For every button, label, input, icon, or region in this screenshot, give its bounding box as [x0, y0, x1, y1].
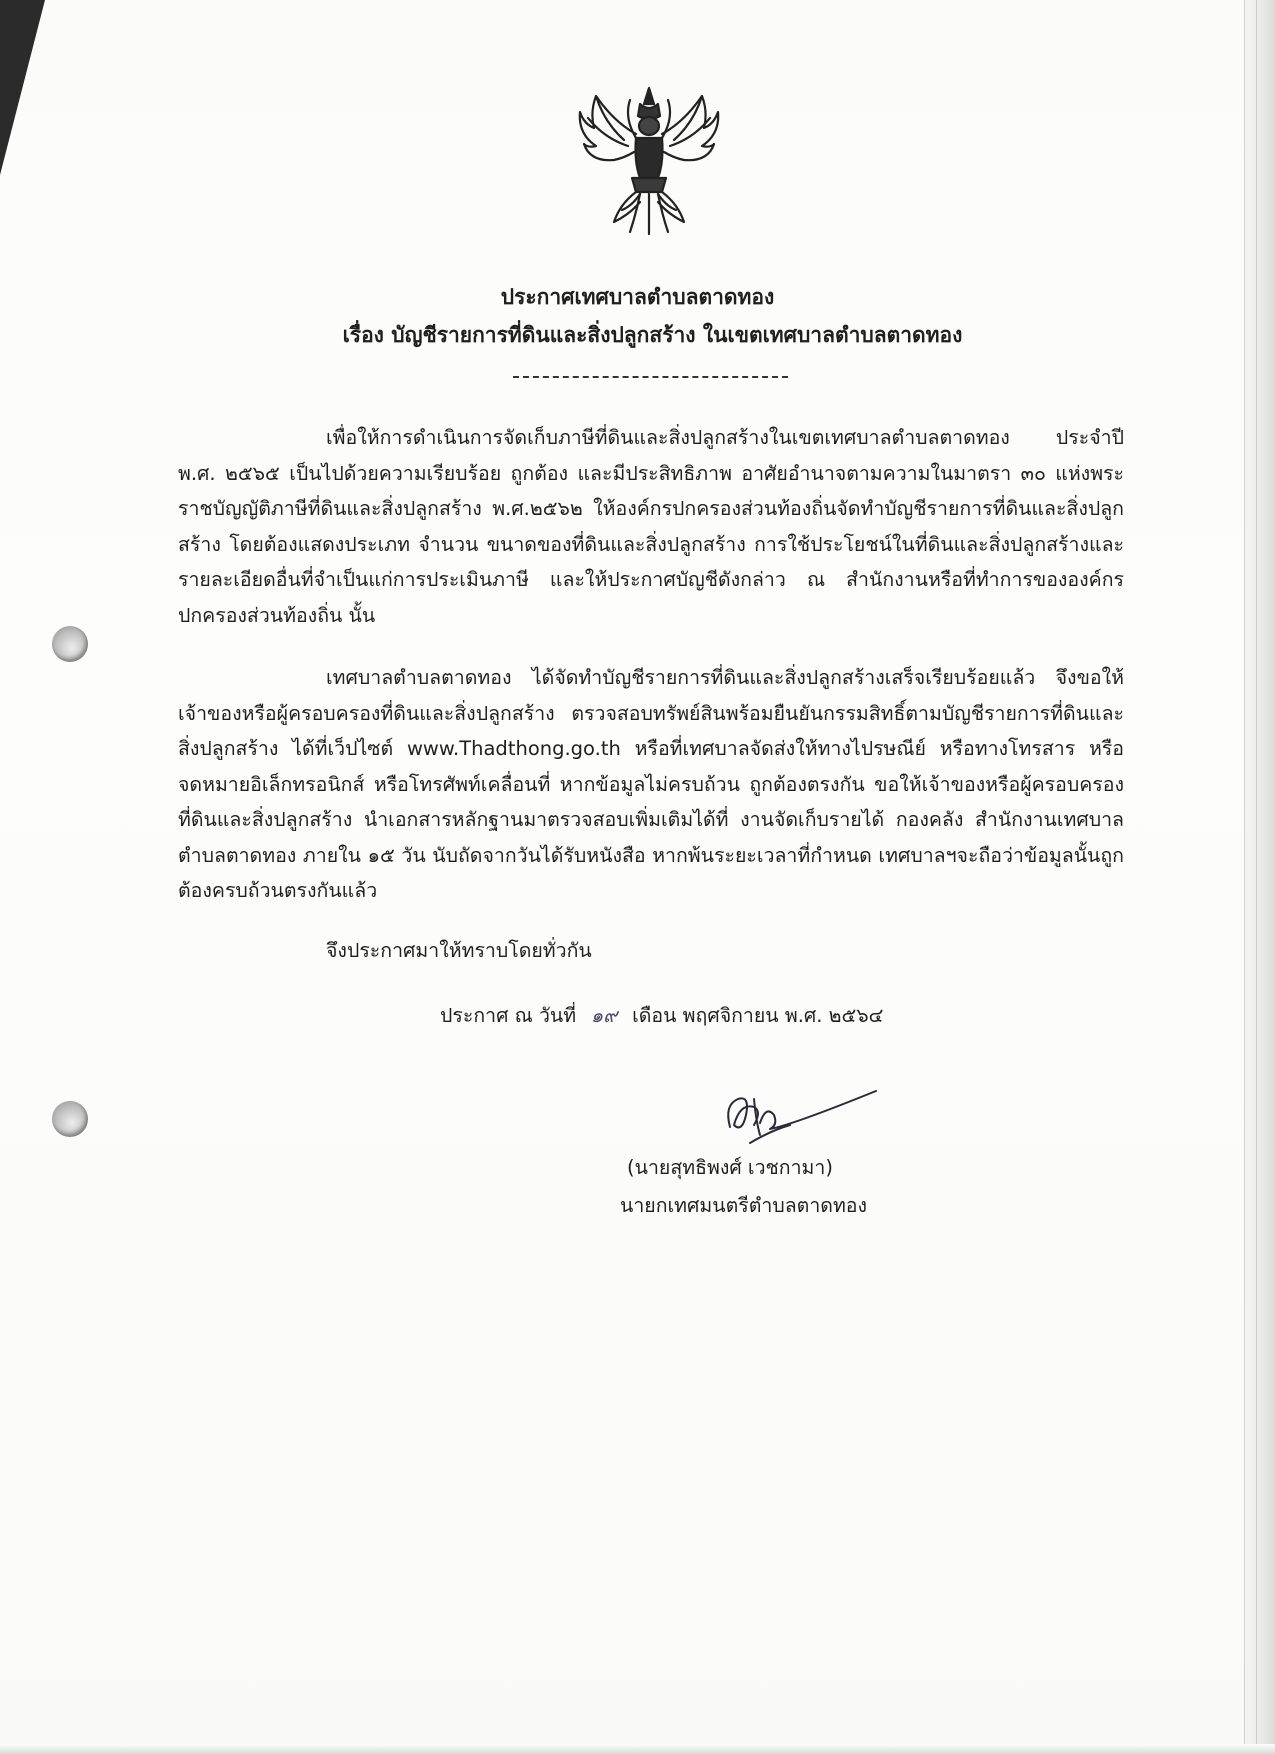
folded-corner — [0, 0, 45, 175]
paper-edge-right — [1244, 0, 1275, 1754]
announcement-title: ประกาศเทศบาลตำบลตาดทอง — [500, 285, 775, 309]
punch-hole-upper — [52, 626, 88, 662]
body-paragraph-3: จึงประกาศมาให้ทราบโดยทั่วกัน — [326, 939, 592, 962]
body-paragraph-2: เทศบาลตำบลตาดทอง ได้จัดทำบัญชีรายการที่ดินและสิ่งปลูกสร้างเสร็จเรียบร้อยแล้ว จึงขอให้เจ้าของหรือผู้ครอบครองที่ดินและสิ่งปลูกสร้าง ตรวจสอบทรัพย์สินพร้อมยืนยันกรรมสิทธิ์ตามบัญชีรายการที่ดินและสิ่งปลูกสร้าง ได้ที่เว็ปไซต์ www.Thadthong.go.th หรือที่เทศบาลจัดส่งให้ทางไปรษณีย์ หรือทางโทรสาร หรือจดหมายอิเล็กทรอนิกส์ หรือโทรศัพท์เคลื่อนที่ หากข้อมูลไม่ครบถ้วน ถูกต้องตรงกัน ขอให้เจ้าของหรือผู้ครอบครองที่ดินและสิ่งปลูกสร้าง นำเอกสารหลักฐานมาตรวจสอบเพิ่มเติมได้ที่ งานจัดเก็บรายได้ กองคลัง สำนักงานเทศบาลตำบลตาดทอง ภายใน ๑๕ วัน นับถัดจากวันได้รับหนังสือ หากพ้นระยะเวลาที่กำหนด เทศบาลฯจะถือว่าข้อมูลนั้นถูกต้องครบถ้วนตรงกันแล้ว — [178, 666, 1124, 902]
date-suffix: เดือน พฤศจิกายน พ.ศ. ๒๕๖๔ — [632, 1004, 884, 1027]
body-paragraph-1: เพื่อให้การดำเนินการจัดเก็บภาษีที่ดินและสิ่งปลูกสร้างในเขตเทศบาลตำบลตาดทอง ประจำปี พ.ศ. ๒๕๖๕ เป็นไปด้วยความเรียบร้อย ถูกต้อง และมีประสิทธิภาพ อาศัยอำนาจตามความในมาตรา ๓๐ แห่งพระราชบัญญัติภาษีที่ดินและสิ่งปลูกสร้าง พ.ศ.๒๕๖๒ ให้องค์กรปกครองส่วนท้องถิ่นจัดทำบัญชีรายการที่ดินและสิ่งปลูกสร้าง โดยต้องแสดงประเภท จำนวน ขนาดของที่ดินและสิ่งปลูกสร้าง การใช้ประโยชน์ในที่ดินและสิ่งปลูกสร้างและรายละเอียดอื่นที่จำเป็นแก่การประเมินภาษี และให้ประกาศบัญชีดังกล่าว ณ สำนักงานหรือที่ทำการขององค์กรปกครองส่วนท้องถิ่น นั้น — [178, 426, 1124, 627]
punch-hole-lower — [52, 1101, 88, 1137]
announcement-subject: เรื่อง บัญชีรายการที่ดินและสิ่งปลูกสร้าง ในเขตเทศบาลตำบลตาดทอง — [342, 323, 963, 347]
handwritten-signature — [720, 1085, 880, 1155]
announcement-date — [440, 999, 883, 1033]
announcement-header — [0, 282, 1275, 350]
paper-edge-line — [1256, 0, 1257, 1754]
garuda-emblem-icon — [574, 82, 724, 242]
signatory-position: นายกเทศมนตรีตำบลตาดทอง — [620, 1194, 868, 1217]
signatory-name: (นายสุทธิพงศ์ เวชกามา) — [627, 1156, 833, 1179]
header-divider — [513, 376, 788, 378]
paper-edge-bottom — [0, 1744, 1275, 1754]
date-prefix: ประกาศ ณ วันที่ — [440, 1004, 577, 1027]
date-day-handwritten: ๑๙ — [590, 1004, 618, 1027]
